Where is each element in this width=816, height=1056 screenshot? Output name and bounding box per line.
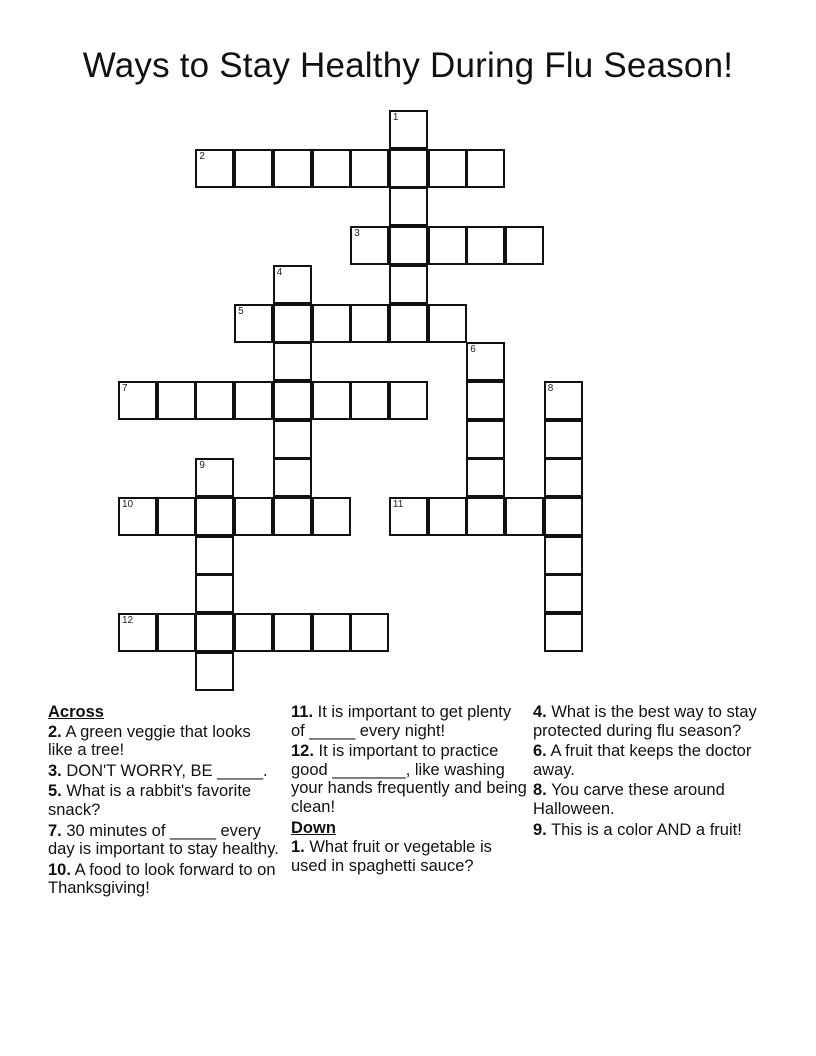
grid-cell[interactable] xyxy=(273,304,312,343)
grid-cell[interactable] xyxy=(389,304,428,343)
grid-cell[interactable] xyxy=(195,497,234,536)
grid-cell[interactable] xyxy=(195,652,234,691)
clue-down-8: 8. You carve these around Halloween. xyxy=(533,781,725,818)
grid-cell[interactable] xyxy=(466,458,505,497)
cell-number: 12 xyxy=(122,615,134,627)
grid-cell[interactable] xyxy=(544,381,583,420)
grid-cell[interactable] xyxy=(273,613,312,652)
grid-cell[interactable] xyxy=(234,304,273,343)
grid-cell[interactable] xyxy=(273,342,312,381)
grid-cell[interactable] xyxy=(273,381,312,420)
grid-cell[interactable] xyxy=(389,381,428,420)
grid-cell[interactable] xyxy=(389,226,428,265)
grid-cell[interactable] xyxy=(234,497,273,536)
cell-number: 10 xyxy=(122,499,134,510)
clue-down-9: 9. This is a color AND a fruit! xyxy=(533,820,742,839)
down-heading: Down xyxy=(291,818,336,837)
grid-cell[interactable] xyxy=(273,458,312,497)
grid-cell[interactable] xyxy=(428,497,467,536)
cell-number: 8 xyxy=(547,382,554,394)
clue-across-2: 2. A green veggie that looks like a tree! xyxy=(48,722,251,760)
clue-down-4: 4. What is the best way to stay protected during flu season? xyxy=(533,703,757,740)
grid-cell[interactable] xyxy=(350,613,389,652)
clues-column-3 xyxy=(533,703,773,841)
grid-cell[interactable] xyxy=(195,574,234,613)
grid-cell[interactable] xyxy=(118,381,157,420)
grid-cell[interactable] xyxy=(312,149,351,188)
grid-cell[interactable] xyxy=(273,265,312,304)
clues-column-2 xyxy=(291,703,527,877)
cell-number: 3 xyxy=(354,228,360,240)
grid-cell[interactable] xyxy=(234,381,273,420)
cell-number: 4 xyxy=(276,266,283,278)
clue-across-7: 7. 30 minutes of _____ every day is important to stay healthy. xyxy=(48,821,279,859)
clues-column-1 xyxy=(48,703,280,900)
grid-cell[interactable] xyxy=(350,149,389,188)
grid-cell[interactable] xyxy=(312,304,351,343)
cell-number: 9 xyxy=(199,460,205,472)
grid-cell[interactable] xyxy=(157,613,196,652)
grid-cell[interactable] xyxy=(544,536,583,575)
grid-cell[interactable] xyxy=(157,497,196,536)
cell-number: 1 xyxy=(392,112,399,123)
grid-cell[interactable] xyxy=(118,613,157,652)
grid-cell[interactable] xyxy=(312,381,351,420)
grid-cell[interactable] xyxy=(466,342,505,381)
clue-down-1: 1. What fruit or vegetable is used in spaghetti sauce? xyxy=(291,838,492,875)
grid-cell[interactable] xyxy=(350,381,389,420)
clue-across-11: 11. It is important to get plenty of _____ every night! xyxy=(291,703,512,740)
cell-number: 11 xyxy=(392,499,404,510)
grid-cell[interactable] xyxy=(312,613,351,652)
grid-cell[interactable] xyxy=(466,226,505,265)
grid-cell[interactable] xyxy=(195,381,234,420)
cell-number: 7 xyxy=(122,382,128,394)
grid-cell[interactable] xyxy=(466,497,505,536)
grid-cell[interactable] xyxy=(273,420,312,459)
grid-cell[interactable] xyxy=(389,187,428,226)
grid-cell[interactable] xyxy=(234,613,273,652)
grid-cell[interactable] xyxy=(389,110,428,149)
grid-cell[interactable] xyxy=(118,497,157,536)
cell-number: 6 xyxy=(470,344,476,356)
grid-cell[interactable] xyxy=(428,304,467,343)
grid-cell[interactable] xyxy=(350,304,389,343)
clue-across-10: 10. A food to look forward to on Thanksgiving! xyxy=(48,860,276,898)
grid-cell[interactable] xyxy=(195,149,234,188)
grid-cell[interactable] xyxy=(273,497,312,536)
grid-cell[interactable] xyxy=(195,458,234,497)
grid-cell[interactable] xyxy=(195,613,234,652)
grid-cell[interactable] xyxy=(544,458,583,497)
grid-cell[interactable] xyxy=(234,149,273,188)
cell-number: 5 xyxy=(238,305,244,317)
grid-cell[interactable] xyxy=(428,226,467,265)
grid-cell[interactable] xyxy=(428,149,467,188)
grid-cell[interactable] xyxy=(466,149,505,188)
grid-cell[interactable] xyxy=(544,613,583,652)
clue-across-3: 3. DON'T WORRY, BE _____. xyxy=(48,761,268,780)
grid-cell[interactable] xyxy=(505,226,544,265)
grid-cell[interactable] xyxy=(389,497,428,536)
clue-across-5: 5. What is a rabbit's favorite snack? xyxy=(48,782,252,819)
grid-cell[interactable] xyxy=(157,381,196,420)
grid-cell[interactable] xyxy=(544,420,583,459)
page-title: Ways to Stay Healthy During Flu Season! xyxy=(82,46,734,85)
grid-cell[interactable] xyxy=(273,149,312,188)
clue-down-6: 6. A fruit that keeps the doctor away. xyxy=(533,742,752,779)
clue-across-12: 12. It is important to practice good ________, like washing your hands frequently and being clean! xyxy=(291,742,527,816)
grid-cell[interactable] xyxy=(389,149,428,188)
grid-cell[interactable] xyxy=(544,574,583,613)
grid-cell[interactable] xyxy=(389,265,428,304)
grid-cell[interactable] xyxy=(505,497,544,536)
across-heading: Across xyxy=(48,703,104,721)
cell-number: 2 xyxy=(199,150,205,162)
grid-cell[interactable] xyxy=(466,381,505,420)
grid-cell[interactable] xyxy=(312,497,351,536)
grid-cell[interactable] xyxy=(350,226,389,265)
grid-cell[interactable] xyxy=(466,420,505,459)
grid-cell[interactable] xyxy=(544,497,583,536)
grid-cell[interactable] xyxy=(195,536,234,575)
